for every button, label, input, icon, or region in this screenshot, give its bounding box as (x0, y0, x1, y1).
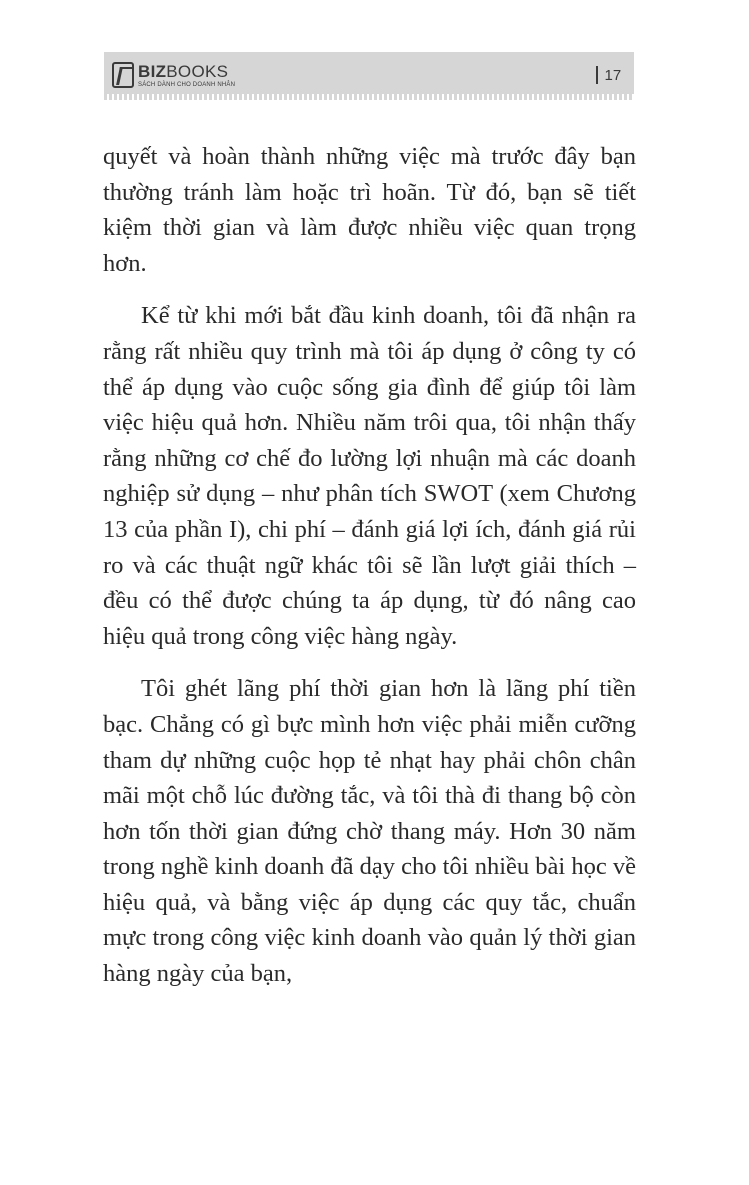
page-number-divider (596, 66, 598, 84)
logo-name (138, 63, 235, 80)
paragraph-continued: quyết và hoàn thành những việc mà trước đây bạn thường tránh làm hoặc trì hoãn. Từ đó, bạn sẽ tiết kiệm thời gian và làm được nhiều việc quan trọng hơn. (103, 143, 636, 277)
logo-tagline: SÁCH DÀNH CHO DOANH NHÂN (138, 81, 236, 88)
logo-text (138, 63, 235, 88)
logo-biz: BIZ (138, 61, 167, 81)
logo-books: BOOKS (166, 61, 229, 81)
publisher-logo (112, 57, 235, 93)
body-text (103, 139, 636, 992)
paragraph: Kể từ khi mới bắt đầu kinh doanh, tôi đã nhận ra rằng rất nhiều quy trình mà tôi áp dụng ở công ty có thể áp dụng vào cuộc sống gia đình để giúp tôi làm việc hiệu quả hơn. Nhiều năm trôi qua, tôi nhận thấy rằng những cơ chế đo lường lợi nhuận mà các doanh nghiệp sử dụng – như phân tích SWOT (xem Chương 13 của phần I), chi phí – đánh giá lợi ích, đánh giá rủi ro và các thuật ngữ khác tôi sẽ lần lượt giải thích – đều có thể được chúng ta áp dụng, từ đó nâng cao hiệu quả trong công việc hàng ngày. (103, 302, 636, 650)
bizbooks-logo-icon (112, 62, 134, 88)
page-number-value: 17 (604, 66, 622, 84)
page-number (596, 66, 621, 84)
paragraph: Tôi ghét lãng phí thời gian hơn là lãng phí tiền bạc. Chẳng có gì bực mình hơn việc phải miễn cưỡng tham dự những cuộc họp tẻ nhạt hay phải chôn chân mãi một chỗ lúc đường tắc, và tôi thà đi thang bộ còn hơn tốn thời gian đứng chờ thang máy. Hơn 30 năm trong nghề kinh doanh đã dạy cho tôi nhiều bài học về hiệu quả, và bằng việc áp dụng các quy tắc, chuẩn mực trong công việc kinh doanh vào quản lý thời gian hàng ngày của bạn, (103, 675, 636, 988)
